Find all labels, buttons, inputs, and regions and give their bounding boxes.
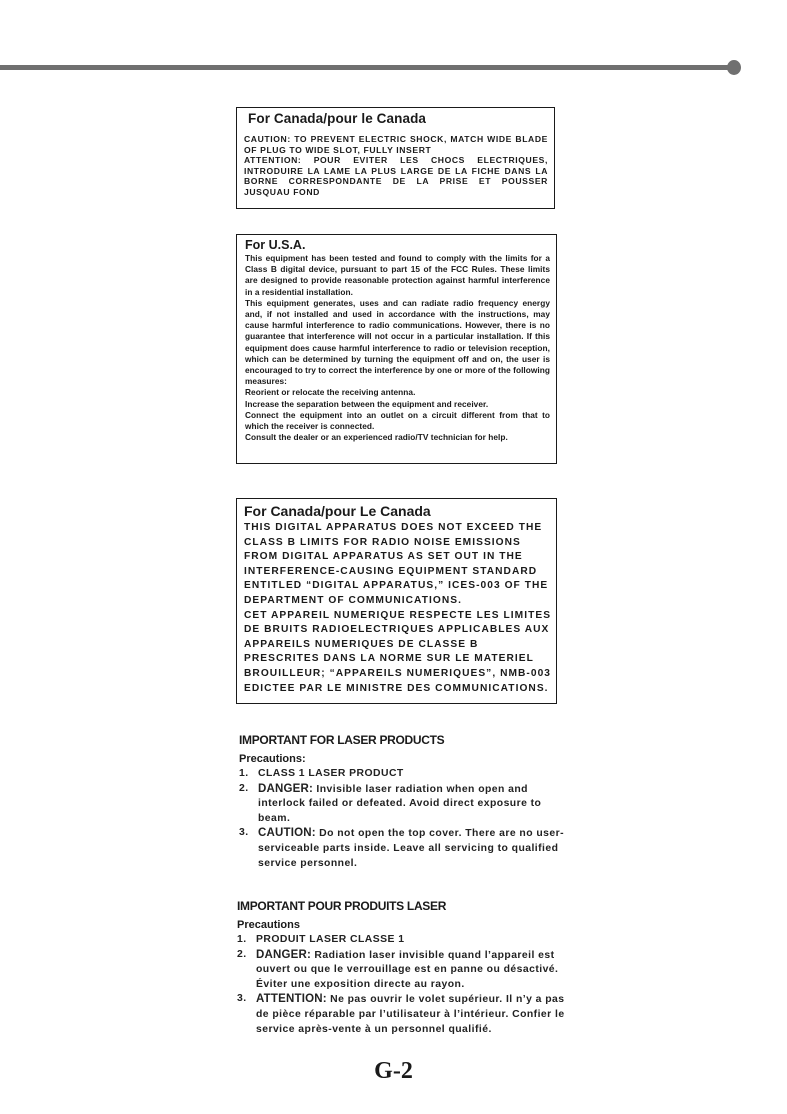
precaution-item — [237, 933, 567, 948]
item-number: 2. — [239, 782, 249, 794]
notice-line: PRESCRITES DANS LA NORME SUR LE MATERIEL — [244, 653, 534, 665]
notice-line: DE BRUITS RADIOELECTRIQUES APPLICABLES AUX — [244, 624, 550, 636]
fcc-measure: Connect the equipment into an outlet on a circuit different from that to which the receiver is connected. — [245, 409, 550, 432]
section-heading: IMPORTANT POUR PRODUITS LASER — [237, 899, 447, 913]
attention-text: ATTENTION: POUR EVITER LES CHOCS ELECTRIQUES, INTRODUIRE LA LAME LA PLUS LARGE DE LA FICHE DANS LA BORNE CORRESPONDANTE DE LA PRISE ET POUSSER JUSQUAU FOND — [244, 155, 548, 197]
precautions-list — [239, 767, 569, 871]
item-number: 1. — [237, 934, 247, 945]
item-text: Radiation laser invisible quand l’appareil est ouvert ou que le verrouillage est en panne ou désactivé. Éviter une exposition directe au rayon. — [256, 949, 559, 990]
canada-plug-notice-box — [236, 107, 555, 209]
notice-line: BROUILLEUR; “APPAREILS NUMERIQUES”, NMB-003 — [244, 667, 552, 679]
item-number: 3. — [237, 993, 247, 1005]
precaution-item — [239, 767, 569, 782]
notice-line: CET APPAREIL NUMERIQUE RESPECTE LES LIMITES — [244, 609, 552, 621]
header-rule — [0, 65, 734, 70]
item-text: PRODUIT LASER CLASSE 1 — [256, 934, 405, 945]
notice-line: INTERFERENCE-CAUSING EQUIPMENT STANDARD — [244, 565, 538, 577]
fcc-paragraph: This equipment has been tested and found to comply with the limits for a Class B digital device, pursuant to part 15 of the FCC Rules. These limits are designed to provide reasonable protection against harmful interference in a residential installation. — [245, 253, 550, 297]
notice-line: THIS DIGITAL APPARATUS DOES NOT EXCEED THE — [244, 522, 543, 533]
notice-line: EDICTEE PAR LE MINISTRE DES COMMUNICATIONS. — [244, 682, 549, 694]
section-heading: IMPORTANT FOR LASER PRODUCTS — [239, 733, 445, 747]
fcc-measure: Reorient or relocate the receiving antenna. — [245, 387, 416, 398]
item-keyword: ATTENTION: — [256, 993, 327, 1006]
laser-precautions-french — [237, 899, 567, 1037]
item-keyword: DANGER: — [256, 948, 312, 961]
item-text: CLASS 1 LASER PRODUCT — [258, 768, 404, 779]
precaution-item — [237, 948, 567, 993]
precaution-item — [239, 826, 569, 871]
section-subheading: Precautions — [237, 919, 300, 931]
item-text: Ne pas ouvrir le volet supérieur. Il n’y a pas de pièce réparable par l’utilisateur à l’intérieur. Confier le service après-vente à un personnel qualifié. — [256, 994, 565, 1035]
caution-text: CAUTION: TO PREVENT ELECTRIC SHOCK, MATCH WIDE BLADE OF PLUG TO WIDE SLOT, FULLY INSERT — [244, 134, 548, 155]
fcc-measure: Consult the dealer or an experienced radio/TV technician for help. — [245, 432, 508, 443]
item-number: 3. — [239, 827, 249, 839]
fcc-measure: Increase the separation between the equipment and receiver. — [245, 398, 489, 409]
usa-notice-title: For U.S.A. — [245, 238, 306, 252]
notice-line: DEPARTMENT OF COMMUNICATIONS. — [244, 594, 462, 606]
notice-line: CLASS B LIMITS FOR RADIO NOISE EMISSIONS — [244, 536, 521, 548]
precaution-item — [239, 782, 569, 827]
item-keyword: DANGER: — [258, 782, 314, 795]
canada-plug-notice-title: For Canada/pour le Canada — [248, 111, 427, 126]
item-text: Do not open the top cover. There are no user-serviceable parts inside. Leave all servicing to qualified service personnel. — [258, 828, 565, 869]
canada-digital-notice-title: For Canada/pour Le Canada — [244, 503, 431, 519]
canada-digital-notice-box — [236, 498, 557, 704]
notice-line: FROM DIGITAL APPARATUS AS SET OUT IN THE — [244, 551, 523, 563]
precaution-item — [237, 992, 567, 1037]
laser-precautions-english — [239, 733, 569, 871]
fcc-paragraph: This equipment generates, uses and can radiate radio frequency energy and, if not installed and used in accordance with the instructions, may cause harmful interference to radio communications. However, there is no guarantee that interference will not occur in a particular installation. If this equipment does cause harmful interference to radio or television reception, which can be determined by turning the equipment off and on, the user is encouraged to try to correct the interference by one or more of the following measures: — [245, 297, 550, 387]
section-subheading: Precautions: — [239, 753, 306, 765]
item-number: 2. — [237, 948, 247, 960]
usa-fcc-notice-box — [236, 234, 557, 464]
item-text: Invisible laser radiation when open and interlock failed or defeated. Avoid direct exposure to beam. — [258, 783, 542, 824]
item-number: 1. — [239, 768, 249, 779]
item-keyword: CAUTION: — [258, 827, 316, 840]
notice-line: APPAREILS NUMERIQUES DE CLASSE B — [244, 638, 479, 650]
precautions-list — [237, 933, 567, 1037]
header-rule-endpoint — [727, 60, 741, 75]
notice-line: ENTITLED “DIGITAL APPARATUS,” ICES-003 OF THE — [244, 580, 549, 592]
page-number: G-2 — [374, 1058, 413, 1084]
